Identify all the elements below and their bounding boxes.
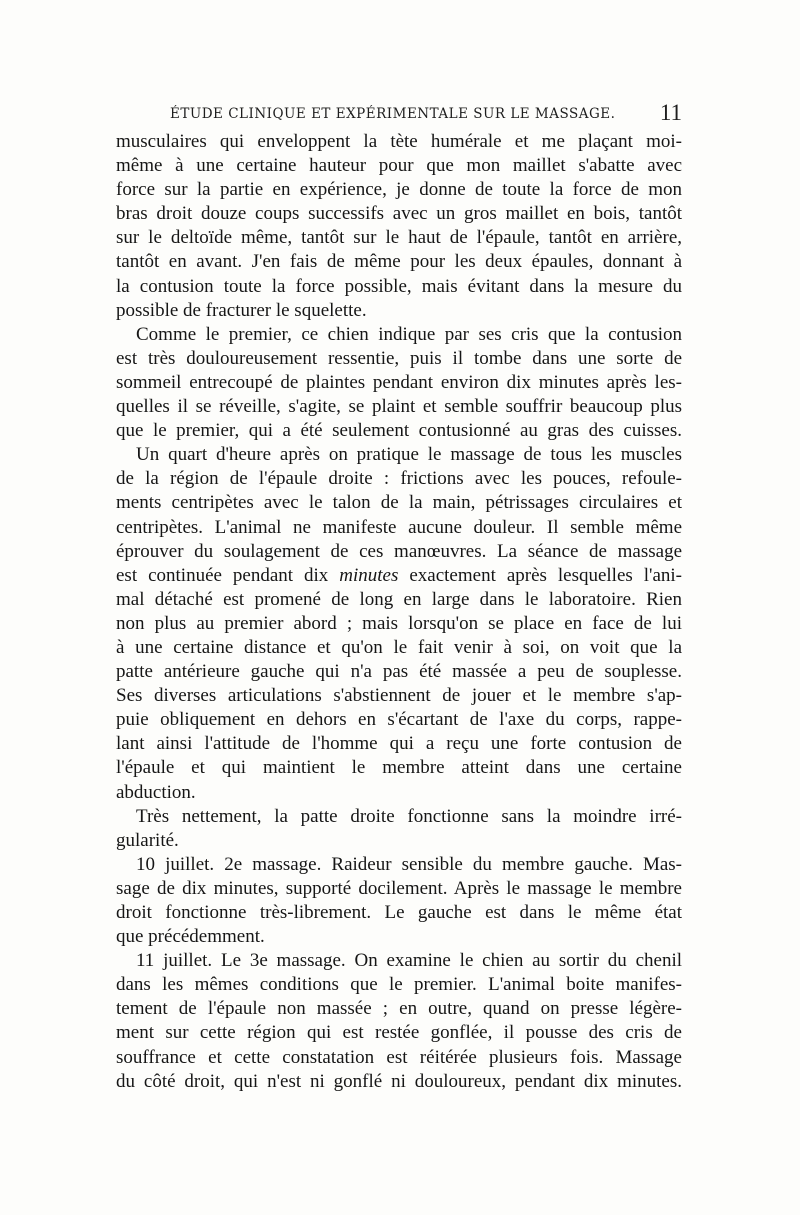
text-line: est très douloureusement ressentie, puis il tombe dans une sorte de: [116, 347, 682, 369]
text-line: bras droit douze coups successifs avec un gros maillet en bois, tantôt: [116, 203, 682, 225]
paragraph-5: [116, 853, 682, 949]
page-number: 11: [659, 100, 682, 125]
text-line: tantôt en avant. J'en fais de même pour les deux épaules, donnant à: [116, 251, 682, 273]
text-line: à une certaine distance et qu'on le fait venir à soi, on voit que la: [116, 636, 682, 658]
text-line: Un quart d'heure après on pratique le massage de tous les muscles: [136, 444, 682, 466]
text-line: mal détaché est promené de long en large dans le laboratoire. Rien: [116, 588, 682, 610]
text-line: la contusion toute la force possible, mais évitant dans la mesure du: [116, 275, 682, 297]
text-line: dans les mêmes conditions que le premier. L'animal boite manifes-: [116, 974, 682, 996]
text-line: de la région de l'épaule droite : frictions avec les pouces, refoule-: [116, 468, 682, 490]
text-line: musculaires qui enveloppent la tète humérale et me plaçant moi-: [116, 131, 682, 152]
text-line: abduction.: [116, 781, 196, 803]
text-line: patte antérieure gauche qui n'a pas été massée a peu de souplesse.: [116, 661, 682, 683]
text-segment: exactement après lesquelles l'ani-: [409, 564, 682, 586]
text-line: puie obliquement en dehors en s'écartant de l'axe du corps, rappe-: [116, 709, 682, 731]
running-title: ÉTUDE CLINIQUE ET EXPÉRIMENTALE SUR LE MASSAGE.: [170, 106, 616, 122]
text-line: quelles il se réveille, s'agite, se plaint et semble souffrir beaucoup plus: [116, 396, 682, 418]
text-segment: est continuée pendant dix: [116, 564, 329, 586]
paragraph-3: [116, 443, 682, 804]
text-line: même à une certaine hauteur pour que mon maillet s'abatte avec: [116, 155, 682, 177]
text-line: sommeil entrecoupé de plaintes pendant environ dix minutes après les-: [116, 371, 682, 393]
text-line: force sur la partie en expérience, je donne de toute la force de mon: [116, 179, 682, 201]
text-line: sage de dix minutes, supporté docilement. Après le massage le membre: [116, 877, 682, 899]
text-line: que précédemment.: [116, 926, 265, 948]
emphasized-word: minutes: [339, 564, 399, 586]
text-line: que le premier, qui a été seulement contusionné au gras des cuisses.: [116, 420, 682, 442]
text-line: ment sur cette région qui est restée gonflée, il pousse des cris de: [116, 1022, 682, 1044]
paragraph-2: [116, 323, 682, 443]
page-header: [116, 100, 682, 128]
text-line: lant ainsi l'attitude de l'homme qui a reçu une forte contusion de: [116, 733, 682, 755]
text-line: éprouver du soulagement de ces manœuvres. La séance de massage: [116, 540, 682, 562]
text-line: l'épaule et qui maintient le membre atteint dans une certaine: [116, 757, 682, 779]
text-line: Ses diverses articulations s'abstiennent de jouer et le membre s'ap-: [116, 685, 682, 707]
paragraph-1: [116, 130, 682, 323]
text-line: du côté droit, qui n'est ni gonflé ni douloureux, pendant dix minutes.: [116, 1070, 682, 1092]
text-line: Très nettement, la patte droite fonctionne sans la moindre irré-: [136, 805, 682, 827]
text-line: possible de fracturer le squelette.: [116, 299, 367, 321]
text-line: sur le deltoïde même, tantôt sur le haut de l'épaule, tantôt en arrière,: [116, 227, 682, 249]
paragraph-4: [116, 805, 682, 853]
text-line: 11 juillet. Le 3e massage. On examine le chien au sortir du chenil: [136, 950, 682, 972]
text-line: tement de l'épaule non massée ; en outre, quand on presse légère-: [116, 998, 682, 1020]
text-line: droit fonctionne très-librement. Le gauche est dans le même état: [116, 902, 682, 923]
text-line: non plus au premier abord ; mais lorsqu'on se place en face de lui: [116, 612, 682, 634]
text-line-with-emphasis: [116, 564, 682, 588]
body-text: [116, 130, 682, 1094]
text-line: 10 juillet. 2e massage. Raideur sensible du membre gauche. Mas-: [136, 853, 682, 875]
text-line: ments centripètes avec le talon de la main, pétrissages circulaires et: [116, 492, 682, 514]
paragraph-6: [116, 949, 682, 1094]
text-line: Comme le premier, ce chien indique par ses cris que la contusion: [136, 323, 682, 345]
text-line: centripètes. L'animal ne manifeste aucune douleur. Il semble même: [116, 516, 682, 538]
text-line: souffrance et cette constatation est réitérée plusieurs fois. Massage: [116, 1046, 682, 1068]
text-line: gularité.: [116, 829, 179, 851]
